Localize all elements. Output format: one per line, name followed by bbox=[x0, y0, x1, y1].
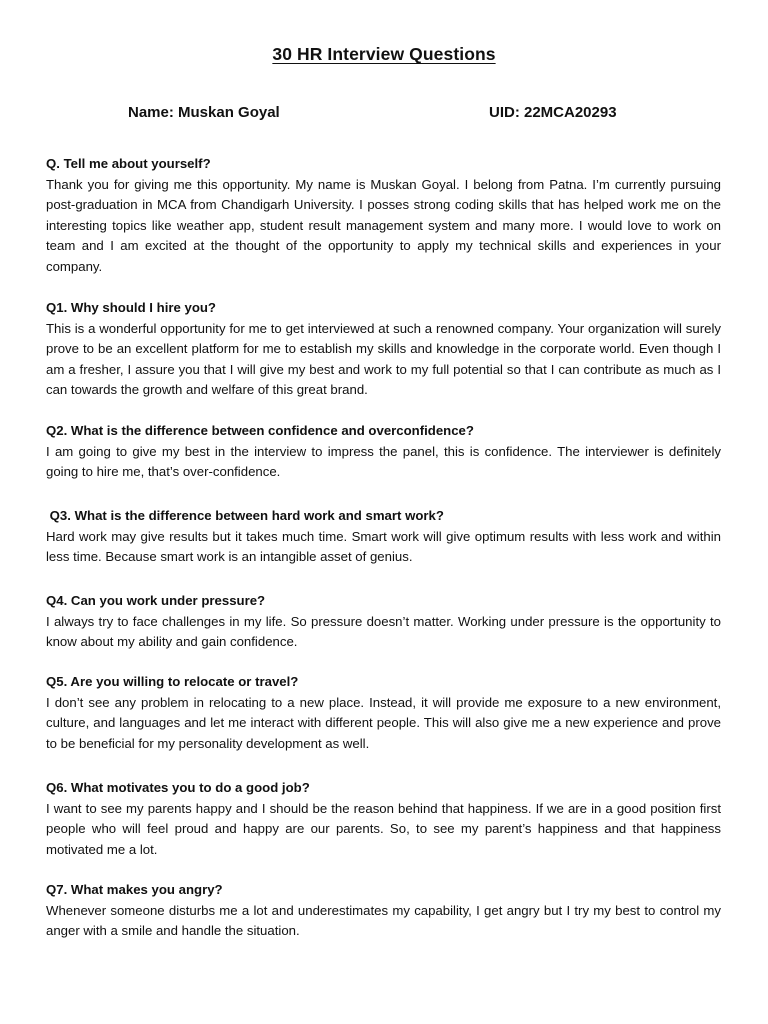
answer-paragraph: I don’t see any problem in relocating to a new place. Instead, it will provide me exposure to a new environment, culture, and languages and let me interact with different people. This will also give me a new experience and prove to be beneficial for my personality development as well. bbox=[46, 694, 721, 751]
answer-paragraph: I am going to give my best in the interview to impress the panel, this is confidence. The interviewer is definitely going to hire me, that’s over-confidence. bbox=[46, 443, 721, 480]
document-title: 30 HR Interview Questions bbox=[272, 44, 496, 64]
qa-block-q3 bbox=[46, 506, 721, 568]
answer-paragraph: Thank you for giving me this opportunity. My name is Muskan Goyal. I belong from Patna. I’m currently pursuing post-graduation in MCA from Chandigarh University. I posses strong coding skills that has helped work me on the interesting topics like weather app, student result management system and many more. I would love to work on team and I am excited at the thought of the opportunity to apply my technical skills and experiences in your company. bbox=[46, 176, 721, 274]
qa-block-q6 bbox=[46, 778, 721, 860]
answer-paragraph: Hard work may give results but it takes much time. Smart work will give optimum results with less work and within less time. Because smart work is an intangible asset of genius. bbox=[46, 528, 721, 565]
answer-paragraph: This is a wonderful opportunity for me to get interviewed at such a renowned company. Your organization will surely prove to be an excellent platform for me to establish my skills and knowledge in the corporate world. Even though I am a fresher, I assure you that I will give my best and work to my full potential so that I can contribute as much as I can towards the growth and welfare of this great brand. bbox=[46, 320, 721, 398]
question-heading: Q7. What makes you angry? bbox=[46, 882, 223, 897]
answer-paragraph: Whenever someone disturbs me a lot and underestimates my capability, I get angry but I try my best to control my anger with a smile and handle the situation. bbox=[46, 902, 721, 939]
question-heading: Q3. What is the difference between hard work and smart work? bbox=[46, 508, 444, 523]
question-heading: Q1. Why should I hire you? bbox=[46, 300, 216, 315]
question-heading: Q5. Are you willing to relocate or travel? bbox=[46, 674, 299, 689]
answer-paragraph: I want to see my parents happy and I should be the reason behind that happiness. If we are in a good position first people who will feel proud and happy are our parents. So, to see my parent’s happiness and that happiness motivated me a lot. bbox=[46, 800, 721, 857]
student-name: Name: Muskan Goyal bbox=[128, 104, 280, 121]
question-heading: Q2. What is the difference between confidence and overconfidence? bbox=[46, 423, 474, 438]
question-heading: Q6. What motivates you to do a good job? bbox=[46, 780, 310, 795]
qa-block-q4 bbox=[46, 591, 721, 653]
qa-block-q1 bbox=[46, 298, 721, 401]
qa-block-intro bbox=[46, 154, 721, 278]
qa-block-q5 bbox=[46, 672, 721, 754]
question-heading: Q. Tell me about yourself? bbox=[46, 156, 211, 171]
qa-block-q2 bbox=[46, 421, 721, 483]
qa-block-q7 bbox=[46, 880, 721, 942]
student-uid: UID: 22MCA20293 bbox=[489, 104, 617, 121]
answer-paragraph: I always try to face challenges in my life. So pressure doesn’t matter. Working under pressure is the opportunity to know about my ability and gain confidence. bbox=[46, 613, 721, 650]
question-heading: Q4. Can you work under pressure? bbox=[46, 593, 266, 608]
